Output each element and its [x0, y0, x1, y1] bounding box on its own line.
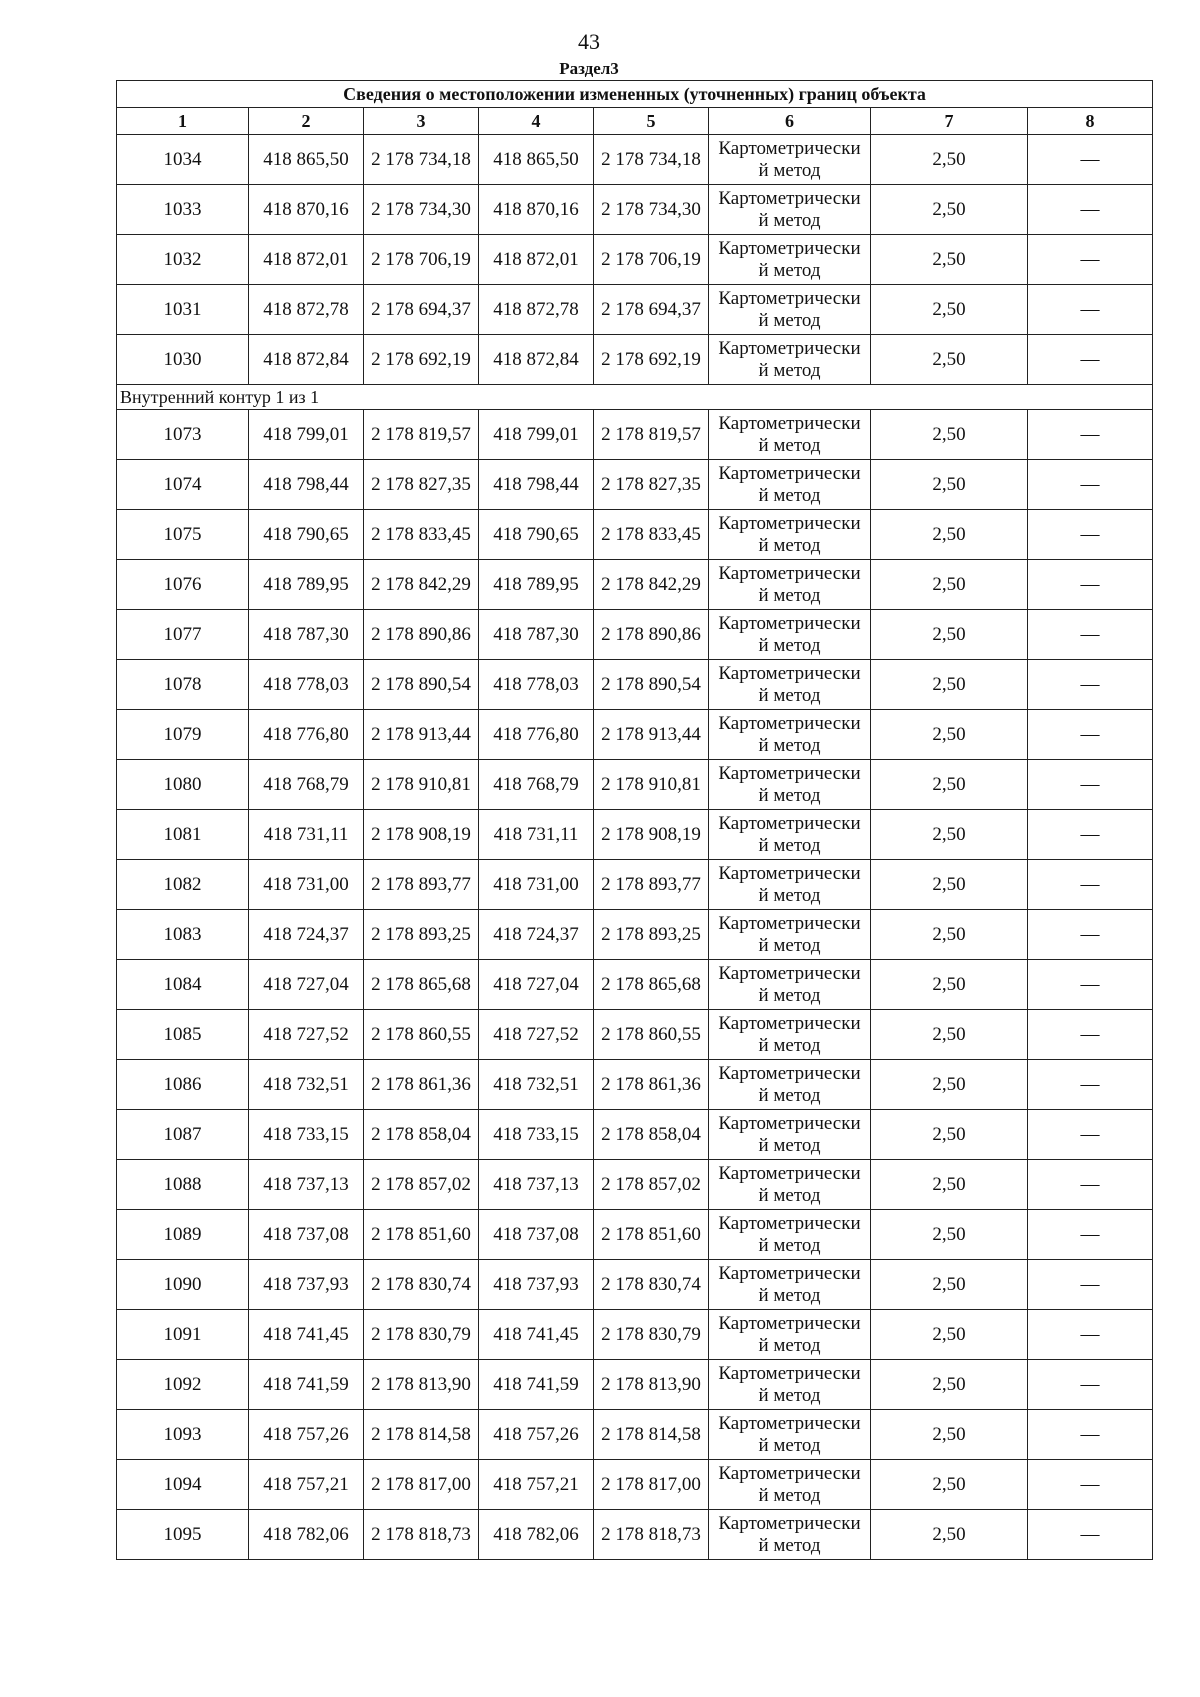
y-refined-coordinate-cell: 2 178 893,25	[594, 910, 709, 960]
page-number: 43	[578, 29, 600, 54]
y-refined-coordinate-cell: 2 178 813,90	[594, 1360, 709, 1410]
column-number: 6	[709, 108, 871, 135]
method-cell: Картометрически й метод	[709, 910, 871, 960]
y-refined-coordinate-cell: 2 178 858,04	[594, 1110, 709, 1160]
x-coordinate-cell: 418 799,01	[249, 410, 364, 460]
x-refined-coordinate-cell: 418 872,01	[479, 235, 594, 285]
x-refined-coordinate-cell: 418 737,08	[479, 1210, 594, 1260]
x-coordinate-cell: 418 727,52	[249, 1010, 364, 1060]
table-row	[117, 410, 1153, 460]
x-refined-coordinate-cell: 418 727,04	[479, 960, 594, 1010]
point-number-cell: 1088	[117, 1160, 249, 1210]
point-number-cell: 1078	[117, 660, 249, 710]
note-cell: —	[1028, 135, 1153, 185]
table-row	[117, 335, 1153, 385]
accuracy-cell: 2,50	[871, 285, 1028, 335]
point-number-cell: 1090	[117, 1260, 249, 1310]
table-row	[117, 660, 1153, 710]
y-refined-coordinate-cell: 2 178 833,45	[594, 510, 709, 560]
x-refined-coordinate-cell: 418 737,13	[479, 1160, 594, 1210]
method-cell: Картометрически й метод	[709, 1260, 871, 1310]
method-cell: Картометрически й метод	[709, 135, 871, 185]
y-coordinate-cell: 2 178 819,57	[364, 410, 479, 460]
x-coordinate-cell: 418 789,95	[249, 560, 364, 610]
note-cell: —	[1028, 1310, 1153, 1360]
accuracy-cell: 2,50	[871, 560, 1028, 610]
point-number-cell: 1073	[117, 410, 249, 460]
x-coordinate-cell: 418 778,03	[249, 660, 364, 710]
table-row	[117, 760, 1153, 810]
accuracy-cell: 2,50	[871, 185, 1028, 235]
coordinates-table	[116, 80, 1153, 1560]
y-refined-coordinate-cell: 2 178 692,19	[594, 335, 709, 385]
y-coordinate-cell: 2 178 734,18	[364, 135, 479, 185]
x-coordinate-cell: 418 768,79	[249, 760, 364, 810]
y-coordinate-cell: 2 178 913,44	[364, 710, 479, 760]
method-cell: Картометрически й метод	[709, 1160, 871, 1210]
x-coordinate-cell: 418 731,00	[249, 860, 364, 910]
point-number-cell: 1092	[117, 1360, 249, 1410]
x-coordinate-cell: 418 741,45	[249, 1310, 364, 1360]
x-refined-coordinate-cell: 418 782,06	[479, 1510, 594, 1560]
method-cell: Картометрически й метод	[709, 1060, 871, 1110]
note-cell: —	[1028, 235, 1153, 285]
x-refined-coordinate-cell: 418 865,50	[479, 135, 594, 185]
note-cell: —	[1028, 335, 1153, 385]
y-coordinate-cell: 2 178 818,73	[364, 1510, 479, 1560]
y-coordinate-cell: 2 178 817,00	[364, 1460, 479, 1510]
y-refined-coordinate-cell: 2 178 890,54	[594, 660, 709, 710]
column-number: 8	[1028, 108, 1153, 135]
point-number-cell: 1080	[117, 760, 249, 810]
note-cell: —	[1028, 610, 1153, 660]
x-coordinate-cell: 418 798,44	[249, 460, 364, 510]
boundary-rows-group-1	[117, 135, 1153, 385]
table-row	[117, 285, 1153, 335]
accuracy-cell: 2,50	[871, 135, 1028, 185]
y-refined-coordinate-cell: 2 178 865,68	[594, 960, 709, 1010]
x-refined-coordinate-cell: 418 741,45	[479, 1310, 594, 1360]
x-refined-coordinate-cell: 418 757,21	[479, 1460, 594, 1510]
column-number: 5	[594, 108, 709, 135]
method-cell: Картометрически й метод	[709, 610, 871, 660]
table-row	[117, 135, 1153, 185]
y-coordinate-cell: 2 178 692,19	[364, 335, 479, 385]
point-number-cell: 1091	[117, 1310, 249, 1360]
column-number-row	[117, 108, 1153, 135]
point-number-cell: 1081	[117, 810, 249, 860]
note-cell: —	[1028, 510, 1153, 560]
point-number-cell: 1089	[117, 1210, 249, 1260]
accuracy-cell: 2,50	[871, 660, 1028, 710]
note-cell: —	[1028, 1360, 1153, 1410]
y-coordinate-cell: 2 178 890,86	[364, 610, 479, 660]
x-coordinate-cell: 418 737,13	[249, 1160, 364, 1210]
method-cell: Картометрически й метод	[709, 335, 871, 385]
x-refined-coordinate-cell: 418 872,78	[479, 285, 594, 335]
note-cell: —	[1028, 285, 1153, 335]
column-number: 2	[249, 108, 364, 135]
y-refined-coordinate-cell: 2 178 861,36	[594, 1060, 709, 1110]
x-refined-coordinate-cell: 418 798,44	[479, 460, 594, 510]
section-title: Раздел3	[559, 59, 619, 78]
x-coordinate-cell: 418 741,59	[249, 1360, 364, 1410]
y-coordinate-cell: 2 178 860,55	[364, 1010, 479, 1060]
note-cell: —	[1028, 960, 1153, 1010]
x-coordinate-cell: 418 724,37	[249, 910, 364, 960]
x-refined-coordinate-cell: 418 757,26	[479, 1410, 594, 1460]
contour-label: Внутренний контур 1 из 1	[117, 385, 1153, 410]
note-cell: —	[1028, 660, 1153, 710]
column-number: 1	[117, 108, 249, 135]
point-number-cell: 1095	[117, 1510, 249, 1560]
x-coordinate-cell: 418 727,04	[249, 960, 364, 1010]
method-cell: Картометрически й метод	[709, 460, 871, 510]
y-coordinate-cell: 2 178 694,37	[364, 285, 479, 335]
table-row	[117, 560, 1153, 610]
point-number-cell: 1031	[117, 285, 249, 335]
y-refined-coordinate-cell: 2 178 734,18	[594, 135, 709, 185]
note-cell: —	[1028, 1160, 1153, 1210]
x-coordinate-cell: 418 731,11	[249, 810, 364, 860]
method-cell: Картометрически й метод	[709, 1110, 871, 1160]
note-cell: —	[1028, 860, 1153, 910]
method-cell: Картометрически й метод	[709, 410, 871, 460]
point-number-cell: 1093	[117, 1410, 249, 1460]
accuracy-cell: 2,50	[871, 235, 1028, 285]
note-cell: —	[1028, 1510, 1153, 1560]
method-cell: Картометрически й метод	[709, 285, 871, 335]
contour-row	[117, 385, 1153, 410]
table-row	[117, 610, 1153, 660]
table-row	[117, 1510, 1153, 1560]
y-coordinate-cell: 2 178 706,19	[364, 235, 479, 285]
y-coordinate-cell: 2 178 814,58	[364, 1410, 479, 1460]
y-refined-coordinate-cell: 2 178 893,77	[594, 860, 709, 910]
accuracy-cell: 2,50	[871, 1510, 1028, 1560]
method-cell: Картометрически й метод	[709, 760, 871, 810]
method-cell: Картометрически й метод	[709, 1510, 871, 1560]
note-cell: —	[1028, 185, 1153, 235]
table-row	[117, 1460, 1153, 1510]
method-cell: Картометрически й метод	[709, 185, 871, 235]
table-row	[117, 710, 1153, 760]
accuracy-cell: 2,50	[871, 1210, 1028, 1260]
y-coordinate-cell: 2 178 893,25	[364, 910, 479, 960]
table-row	[117, 860, 1153, 910]
y-refined-coordinate-cell: 2 178 694,37	[594, 285, 709, 335]
y-coordinate-cell: 2 178 910,81	[364, 760, 479, 810]
y-coordinate-cell: 2 178 890,54	[364, 660, 479, 710]
x-refined-coordinate-cell: 418 768,79	[479, 760, 594, 810]
table-row	[117, 460, 1153, 510]
note-cell: —	[1028, 1260, 1153, 1310]
method-cell: Картометрически й метод	[709, 710, 871, 760]
table-row	[117, 1160, 1153, 1210]
y-refined-coordinate-cell: 2 178 818,73	[594, 1510, 709, 1560]
point-number-cell: 1030	[117, 335, 249, 385]
method-cell: Картометрически й метод	[709, 235, 871, 285]
note-cell: —	[1028, 1060, 1153, 1110]
method-cell: Картометрически й метод	[709, 1210, 871, 1260]
y-coordinate-cell: 2 178 833,45	[364, 510, 479, 560]
x-refined-coordinate-cell: 418 727,52	[479, 1010, 594, 1060]
accuracy-cell: 2,50	[871, 410, 1028, 460]
x-refined-coordinate-cell: 418 776,80	[479, 710, 594, 760]
method-cell: Картометрически й метод	[709, 1460, 871, 1510]
accuracy-cell: 2,50	[871, 1460, 1028, 1510]
x-coordinate-cell: 418 737,93	[249, 1260, 364, 1310]
method-cell: Картометрически й метод	[709, 860, 871, 910]
x-refined-coordinate-cell: 418 790,65	[479, 510, 594, 560]
x-coordinate-cell: 418 757,26	[249, 1410, 364, 1460]
y-refined-coordinate-cell: 2 178 830,79	[594, 1310, 709, 1360]
y-refined-coordinate-cell: 2 178 908,19	[594, 810, 709, 860]
x-coordinate-cell: 418 790,65	[249, 510, 364, 560]
table-row	[117, 810, 1153, 860]
y-refined-coordinate-cell: 2 178 817,00	[594, 1460, 709, 1510]
accuracy-cell: 2,50	[871, 960, 1028, 1010]
accuracy-cell: 2,50	[871, 1260, 1028, 1310]
accuracy-cell: 2,50	[871, 1160, 1028, 1210]
x-coordinate-cell: 418 865,50	[249, 135, 364, 185]
x-refined-coordinate-cell: 418 732,51	[479, 1060, 594, 1110]
note-cell: —	[1028, 1210, 1153, 1260]
method-cell: Картометрически й метод	[709, 660, 871, 710]
note-cell: —	[1028, 560, 1153, 610]
table-row	[117, 960, 1153, 1010]
x-coordinate-cell: 418 872,84	[249, 335, 364, 385]
table-row	[117, 1310, 1153, 1360]
point-number-cell: 1076	[117, 560, 249, 610]
point-number-cell: 1082	[117, 860, 249, 910]
y-refined-coordinate-cell: 2 178 819,57	[594, 410, 709, 460]
table-row	[117, 1260, 1153, 1310]
x-refined-coordinate-cell: 418 733,15	[479, 1110, 594, 1160]
x-refined-coordinate-cell: 418 870,16	[479, 185, 594, 235]
y-coordinate-cell: 2 178 861,36	[364, 1060, 479, 1110]
point-number-cell: 1075	[117, 510, 249, 560]
method-cell: Картометрически й метод	[709, 1310, 871, 1360]
table-row	[117, 1060, 1153, 1110]
boundary-rows-group-2	[117, 410, 1153, 1560]
y-refined-coordinate-cell: 2 178 734,30	[594, 185, 709, 235]
y-refined-coordinate-cell: 2 178 910,81	[594, 760, 709, 810]
table-row	[117, 510, 1153, 560]
method-cell: Картометрически й метод	[709, 510, 871, 560]
y-coordinate-cell: 2 178 842,29	[364, 560, 479, 610]
table-caption: Сведения о местоположении измененных (уточненных) границ объекта	[117, 81, 1153, 108]
y-coordinate-cell: 2 178 813,90	[364, 1360, 479, 1410]
x-refined-coordinate-cell: 418 789,95	[479, 560, 594, 610]
y-refined-coordinate-cell: 2 178 890,86	[594, 610, 709, 660]
accuracy-cell: 2,50	[871, 710, 1028, 760]
accuracy-cell: 2,50	[871, 335, 1028, 385]
x-refined-coordinate-cell: 418 787,30	[479, 610, 594, 660]
accuracy-cell: 2,50	[871, 610, 1028, 660]
accuracy-cell: 2,50	[871, 810, 1028, 860]
y-refined-coordinate-cell: 2 178 827,35	[594, 460, 709, 510]
table-row	[117, 1410, 1153, 1460]
method-cell: Картометрически й метод	[709, 960, 871, 1010]
method-cell: Картометрически й метод	[709, 1410, 871, 1460]
method-cell: Картометрически й метод	[709, 810, 871, 860]
y-coordinate-cell: 2 178 830,74	[364, 1260, 479, 1310]
method-cell: Картометрически й метод	[709, 1360, 871, 1410]
x-refined-coordinate-cell: 418 799,01	[479, 410, 594, 460]
x-refined-coordinate-cell: 418 724,37	[479, 910, 594, 960]
y-coordinate-cell: 2 178 893,77	[364, 860, 479, 910]
point-number-cell: 1087	[117, 1110, 249, 1160]
accuracy-cell: 2,50	[871, 1110, 1028, 1160]
accuracy-cell: 2,50	[871, 910, 1028, 960]
point-number-cell: 1033	[117, 185, 249, 235]
x-coordinate-cell: 418 872,01	[249, 235, 364, 285]
y-refined-coordinate-cell: 2 178 860,55	[594, 1010, 709, 1060]
x-coordinate-cell: 418 870,16	[249, 185, 364, 235]
note-cell: —	[1028, 710, 1153, 760]
accuracy-cell: 2,50	[871, 860, 1028, 910]
note-cell: —	[1028, 460, 1153, 510]
note-cell: —	[1028, 1410, 1153, 1460]
x-coordinate-cell: 418 732,51	[249, 1060, 364, 1110]
x-refined-coordinate-cell: 418 737,93	[479, 1260, 594, 1310]
point-number-cell: 1032	[117, 235, 249, 285]
table-row	[117, 1360, 1153, 1410]
x-refined-coordinate-cell: 418 731,00	[479, 860, 594, 910]
x-coordinate-cell: 418 737,08	[249, 1210, 364, 1260]
point-number-cell: 1077	[117, 610, 249, 660]
note-cell: —	[1028, 1460, 1153, 1510]
y-coordinate-cell: 2 178 851,60	[364, 1210, 479, 1260]
table-row	[117, 235, 1153, 285]
column-number: 7	[871, 108, 1028, 135]
x-coordinate-cell: 418 776,80	[249, 710, 364, 760]
point-number-cell: 1034	[117, 135, 249, 185]
y-refined-coordinate-cell: 2 178 830,74	[594, 1260, 709, 1310]
y-refined-coordinate-cell: 2 178 851,60	[594, 1210, 709, 1260]
y-coordinate-cell: 2 178 858,04	[364, 1110, 479, 1160]
table-row	[117, 1110, 1153, 1160]
x-refined-coordinate-cell: 418 731,11	[479, 810, 594, 860]
contour-section	[117, 385, 1153, 410]
x-coordinate-cell: 418 782,06	[249, 1510, 364, 1560]
y-refined-coordinate-cell: 2 178 842,29	[594, 560, 709, 610]
column-number: 4	[479, 108, 594, 135]
table-row	[117, 910, 1153, 960]
y-coordinate-cell: 2 178 865,68	[364, 960, 479, 1010]
table-row	[117, 1010, 1153, 1060]
point-number-cell: 1074	[117, 460, 249, 510]
y-coordinate-cell: 2 178 830,79	[364, 1310, 479, 1360]
method-cell: Картометрически й метод	[709, 560, 871, 610]
y-refined-coordinate-cell: 2 178 857,02	[594, 1160, 709, 1210]
accuracy-cell: 2,50	[871, 1410, 1028, 1460]
accuracy-cell: 2,50	[871, 1310, 1028, 1360]
note-cell: —	[1028, 910, 1153, 960]
y-coordinate-cell: 2 178 827,35	[364, 460, 479, 510]
accuracy-cell: 2,50	[871, 1060, 1028, 1110]
note-cell: —	[1028, 1010, 1153, 1060]
y-refined-coordinate-cell: 2 178 913,44	[594, 710, 709, 760]
point-number-cell: 1085	[117, 1010, 249, 1060]
point-number-cell: 1094	[117, 1460, 249, 1510]
y-coordinate-cell: 2 178 857,02	[364, 1160, 479, 1210]
y-refined-coordinate-cell: 2 178 706,19	[594, 235, 709, 285]
x-coordinate-cell: 418 733,15	[249, 1110, 364, 1160]
accuracy-cell: 2,50	[871, 760, 1028, 810]
x-refined-coordinate-cell: 418 741,59	[479, 1360, 594, 1410]
x-coordinate-cell: 418 787,30	[249, 610, 364, 660]
y-refined-coordinate-cell: 2 178 814,58	[594, 1410, 709, 1460]
point-number-cell: 1084	[117, 960, 249, 1010]
note-cell: —	[1028, 760, 1153, 810]
column-number: 3	[364, 108, 479, 135]
x-refined-coordinate-cell: 418 872,84	[479, 335, 594, 385]
point-number-cell: 1083	[117, 910, 249, 960]
note-cell: —	[1028, 810, 1153, 860]
accuracy-cell: 2,50	[871, 1360, 1028, 1410]
note-cell: —	[1028, 410, 1153, 460]
x-coordinate-cell: 418 872,78	[249, 285, 364, 335]
point-number-cell: 1079	[117, 710, 249, 760]
table-row	[117, 185, 1153, 235]
accuracy-cell: 2,50	[871, 510, 1028, 560]
table-row	[117, 1210, 1153, 1260]
method-cell: Картометрически й метод	[709, 1010, 871, 1060]
y-coordinate-cell: 2 178 908,19	[364, 810, 479, 860]
y-coordinate-cell: 2 178 734,30	[364, 185, 479, 235]
note-cell: —	[1028, 1110, 1153, 1160]
accuracy-cell: 2,50	[871, 1010, 1028, 1060]
point-number-cell: 1086	[117, 1060, 249, 1110]
accuracy-cell: 2,50	[871, 460, 1028, 510]
x-refined-coordinate-cell: 418 778,03	[479, 660, 594, 710]
x-coordinate-cell: 418 757,21	[249, 1460, 364, 1510]
